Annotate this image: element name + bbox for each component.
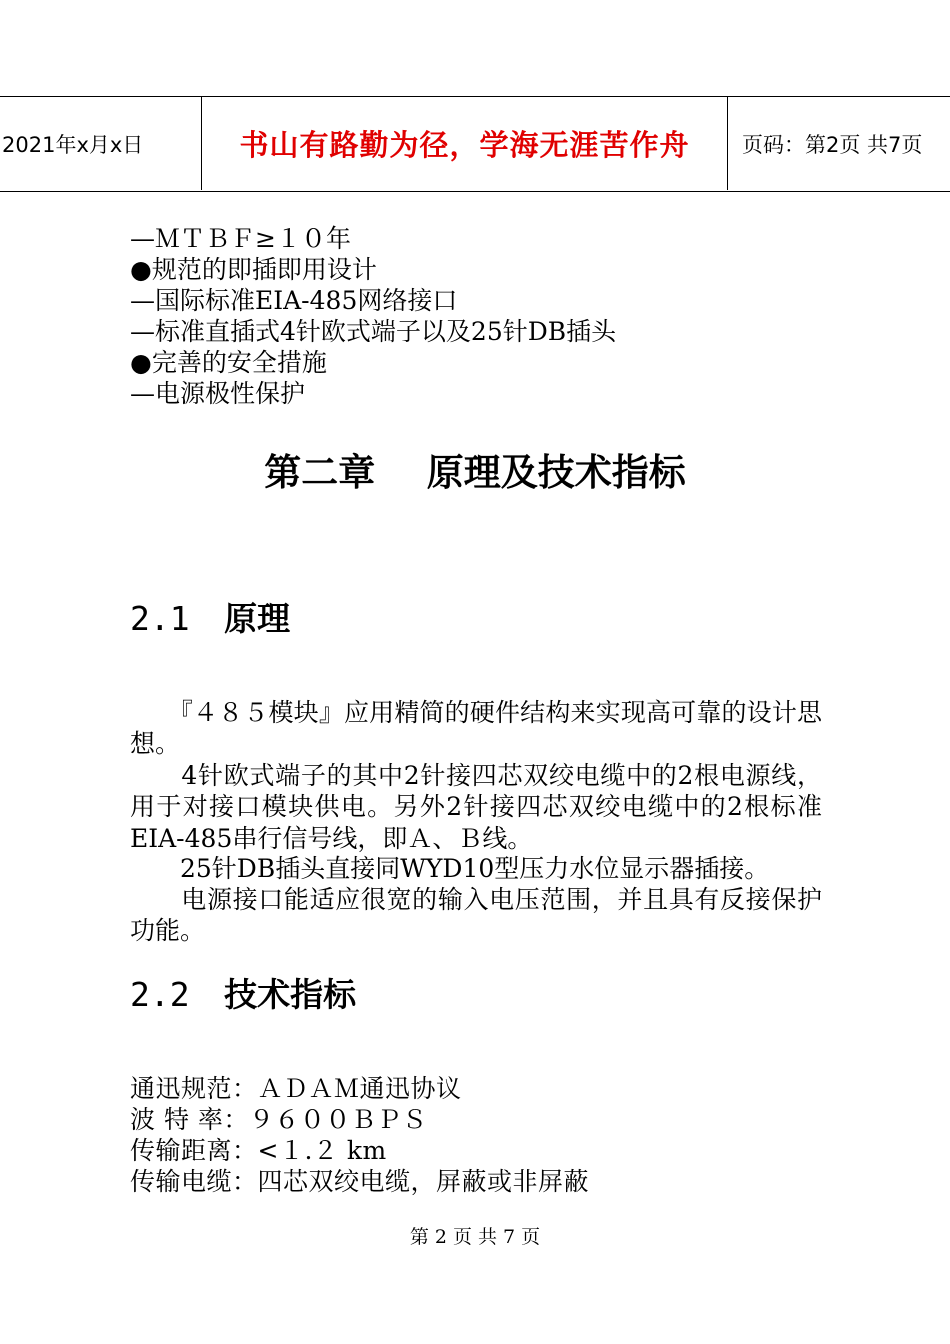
paragraph-design: 『４８５模块』应用精简的硬件结构来实现高可靠的设计思想。 [130, 698, 822, 759]
feature-line-eia485: —国际标准EIA-485网络接口 [130, 286, 458, 315]
feature-line-safety: ●完善的安全措施 [130, 348, 327, 377]
section-heading-2-2 [130, 973, 356, 1017]
feature-line-mtbf: —ＭＴＢＦ≥１０年 [130, 224, 351, 253]
section-title: 原理 [224, 599, 291, 638]
spec-protocol: 通迅规范：ＡＤＡＭ通迅协议 [130, 1074, 462, 1103]
feature-line-polarity: —电源极性保护 [130, 379, 306, 408]
header-date: 2021年x月x日 [2, 132, 144, 157]
page-header [0, 96, 950, 192]
page-footer: 第 2 页 共 7 页 [409, 1226, 541, 1248]
section-heading-2-1 [130, 597, 290, 641]
feature-line-plug-and-play: ●规范的即插即用设计 [130, 255, 377, 284]
spec-distance: 传输距离：<１.２ km [130, 1136, 387, 1165]
spec-cable: 传输电缆：四芯双绞电缆，屏蔽或非屏蔽 [130, 1167, 590, 1196]
header-page-number: 页码：第2页 共7页 [742, 132, 923, 157]
chapter-title: 第二章 原理及技术指标 [264, 451, 686, 494]
spec-baud-rate: 波 特 率：９６００ＢＰＳ [130, 1105, 428, 1134]
paragraph-db-plug: 25针DB插头直接同WYD10型压力水位显示器插接。 [130, 854, 770, 883]
section-number: 2.2 [130, 975, 190, 1014]
paragraph-power: 电源接口能适应很宽的输入电压范围，并且具有反接保护功能。 [130, 885, 822, 946]
section-number: 2.1 [130, 599, 190, 638]
section-title: 技术指标 [224, 975, 357, 1014]
header-motto: 书山有路勤为径，学海无涯苦作舟 [201, 97, 728, 190]
paragraph-wiring: 4针欧式端子的其中2针接四芯双绞电缆中的2根电源线，用于对接口模块供电。另外2针接四芯双绞电缆中的2根标准EIA-485串行信号线，即Ａ、Ｂ线。 [130, 761, 822, 853]
feature-line-connectors: —标准直插式4针欧式端子以及25针DB插头 [130, 317, 617, 346]
